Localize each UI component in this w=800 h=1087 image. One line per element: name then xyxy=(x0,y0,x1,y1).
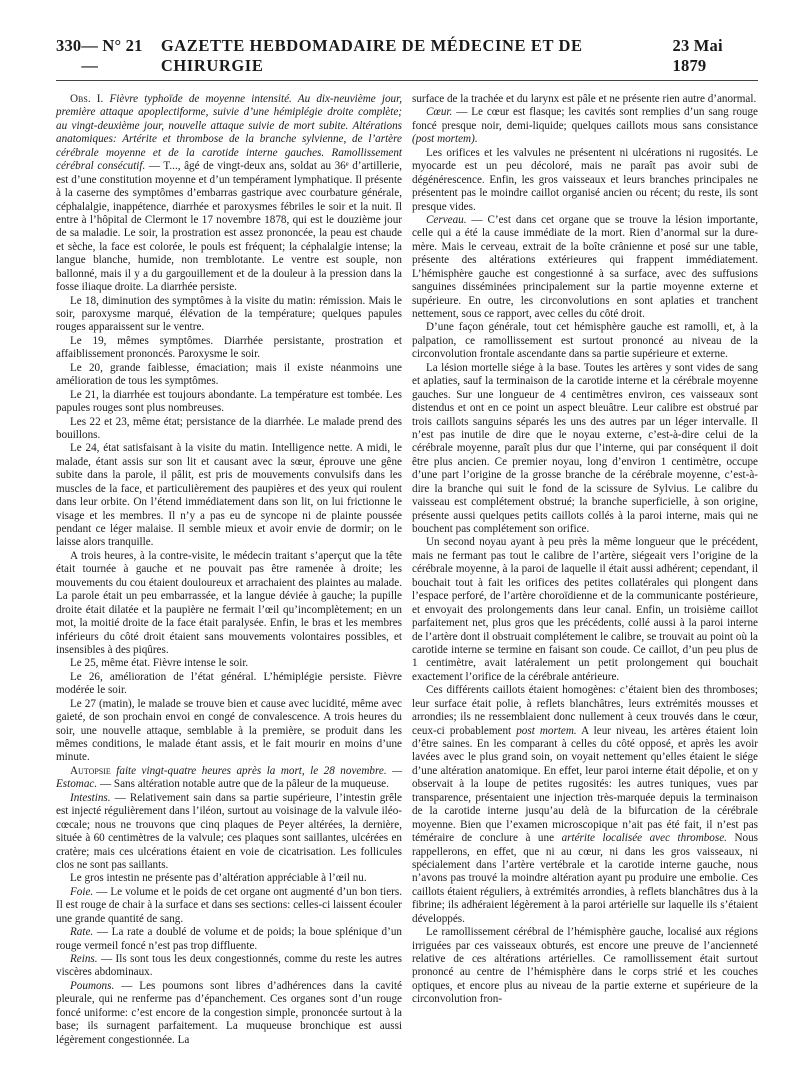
paragraph-day-25: Le 25, même état. Fièvre intense le soir. xyxy=(70,657,249,670)
paragraph-intestins xyxy=(56,792,402,873)
coeur-italic: (post mortem). xyxy=(412,133,478,146)
rate-text: — La rate a doublé de volume et de poids; la boue splénique d’un rouge vermeil foncé n’est pas trop diffluente. xyxy=(56,926,402,952)
obs-body: — T..., âgé de vingt-deux ans, soldat au 36ᵉ d’artillerie, est d’une constitution moyenne et d’un tempérament lymphatique. Il présente à la caserne des symptômes d’embarras gastrique avec courbature générale, céphalalgie, inappétence, diarrhée et paroxysmes fébriles le soir et la nuit. Il entre à l’hôpital de Clermont le 17 novembre 1878, qui est le douzième jour de sa maladie. Le soir, la prostration est assez prononcée, la peau est chaude et sèche, la face est colorée, le pouls est fréquent; la céphalalgie intense; la langue blanche, humide, non tremblotante. Le ventre est souple, non ballonné, mais il y a du gargouillement et de la douleur à la pression dans la fosse iliaque droite. La diarrhée persiste. xyxy=(56,160,402,294)
intestins-label: Intestins. xyxy=(70,791,111,804)
paragraph-three-oclock: A trois heures, à la contre-visite, le médecin traitant s’aperçut que la tête était tournée à gauche et ne pouvait pas être ramenée à droite; les mouvements du cou étaient douloureux et arrachaient des plaintes au malade. La parole était un peu embarrassée, et la langue déviée à gauche; la pupille droite était dilatée et la paupière ne fermait l’œil qu’incomplètement; en un mot, la moitié droite de la face était paralysée. Enfin, le bras et les membres inférieurs du côté droit étaient sans mouvements volontaires possibles, et insensibles à des piqûres. xyxy=(56,549,402,656)
paragraph-poumons xyxy=(56,980,402,1047)
differents-italic: post mortem. xyxy=(516,724,577,737)
paragraph-day-27: Le 27 (matin), le malade se trouve bien et cause avec lucidité, même avec gaieté, de son prochain envoi en congé de convalescence. A trois heures du soir, une nouvelle attaque, semblable à la première, se produit dans les mêmes conditions, le malade étant assis, et le fait mourir en moins d’une minute. xyxy=(56,697,402,764)
left-column xyxy=(56,93,402,1047)
foie-label: Foie. xyxy=(70,885,94,898)
paragraph-foie xyxy=(56,886,402,926)
coeur-label: Cœur. xyxy=(426,106,453,119)
coeur-text: — Le cœur est flasque; les cavités sont remplies d’un sang rouge foncé presque noir, demi-liquide; quelques caillots mous sans consistance xyxy=(412,106,758,132)
paragraph-day-22: Les 22 et 23, même état; persistance de la diarrhée. Le malade prend des bouillons. xyxy=(56,415,402,441)
obs-label: Obs. I. xyxy=(70,93,104,105)
paragraph-day-21: Le 21, la diarrhée est toujours abondante. La température est tombée. Les papules rouges sont plus nombreuses. xyxy=(56,388,402,415)
paragraph-autopsie xyxy=(56,765,402,792)
paragraph-continuation: surface de la trachée et du larynx est pâle et ne présente rien autre d’anormal. xyxy=(412,93,757,105)
cerveau-text: — C’est dans cet organe que se trouve la lésion importante, celle qui a été la cause immédiate de la mort. Rien d’anormal sur la dure-mère. Mais le cerveau, extrait de la boîte crânienne et posé sur une table, présente des altérations extérieures qui frappent immédiatement. L’hémisphère gauche est congestionné à sa surface, avec des suffusions sanguines disséminées principalement sur la partie moyenne externe et supérieure. En outre, les circonvolutions en sont aplaties et tranchent nettement, sous ce rapport, avec celles du côté droit. xyxy=(412,213,758,320)
paragraph-differents-caillots xyxy=(412,684,758,926)
intestins-text: — Relativement sain dans sa partie supérieure, l’intestin grêle est injecté régulièrement dans l’iléon, surtout au voisinage de la valvule iléo-cœcale; nous ne trouvons que cinq plaques de Peyer altérées, la dernière, située à 60 centimètres de la valvule; ces plaques sont saillantes, ulcérées en cratère; mais ces ulcérations étaient en voie de cicatrisation. Les follicules clos ne sont pas saillants. xyxy=(56,791,402,871)
paragraph-day-19: Le 19, mêmes symptômes. Diarrhée persistante, prostration et affaiblissement prononcés. Paroxysme le soir. xyxy=(56,334,402,361)
autopsie-label: Autopsie xyxy=(70,764,111,777)
rate-label: Rate. xyxy=(70,926,94,939)
paragraph-facon-generale: D’une façon générale, tout cet hémisphère gauche est ramolli, et, à la palpation, ce ramollissement est surtout prononcé au niveau de la circonvolution frontale ascendante dans sa partie supérieure et externe. xyxy=(412,321,758,361)
paragraph-coeur xyxy=(412,106,758,146)
running-header xyxy=(56,36,758,81)
poumons-label: Poumons. xyxy=(70,979,115,992)
differents-text-a: Ces différents caillots étaient homogènes: c’étaient bien des thromboses; leur surface était polie, à reflets blanchâtres, leurs extrémités mousses et arrondies; ils ne ressemblaient donc nullement à ceux trouvés dans le cœur, ceux-ci probablement xyxy=(412,684,758,737)
reins-text: — Ils sont tous les deux congestionnés, comme du reste les autres viscères abdominaux. xyxy=(56,953,402,979)
issue-number: — N° 21 — xyxy=(81,36,143,75)
paragraph-reins xyxy=(56,953,402,980)
differents-italic-2: artérite localisée avec thrombose. xyxy=(561,832,727,845)
paragraph-second-noyau: Un second noyau ayant à peu près la même longueur que le précédent, mais ne fermant pas tout le calibre de l’artère, siégeait vers l’origine de la cérébrale moyenne, à la paroi de laquelle il était aussi adhérent; cependant, il bouchait tout à fait les orifices des petites collatérales qui plongent dans l’espace perforé, de l’artère choroïdienne et de la communicante postérieure, et envoyait des prolongements dans leur canal. Enfin, un troisième caillot parfaitement net, plus gros que les précédents, collé aussi à la paroi interne de l’artère dont il obstruait complétement le calibre, se trouvait au point où la carotide interne se termine en faisant son coude. Ce caillot, d’un peu plus de 1 centimètre, avait latéralement un petit prolongement qui bouchait exactement l’orifice de la cérébrale antérieure. xyxy=(412,536,758,683)
paragraph-ramollissement: Le ramollissement cérébral de l’hémisphère gauche, localisé aux régions irriguées par ces vaisseaux obturés, est encore une preuve de l’ancienneté relative de ces altérations artérielles. Ce ramollissement était surtout prononcé au centre de l’hémisphère dans le corps strié et les couches optiques, et encore plus au niveau de la partie externe et supérieure de la circonvolution fron- xyxy=(412,926,758,1006)
paragraph-day-24: Le 24, état satisfaisant à la visite du matin. Intelligence nette. A midi, le malade, étant assis sur son lit et causant avec la sœur, éprouve une gêne subite dans la parole, il pâlit, est pris de mouvements convulsifs dans les muscles de la face, et particulièrement des paupières et des yeux qui roulent dans leur orbite. On l’étend immédiatement dans son lit, on lui frictionne le visage et les membres. Il n’y a pas eu de syncope ni de plainte poussée pendant ce léger malaise. Il semble mieux et avoir envie de dormir; on le laisse alors tranquille. xyxy=(56,442,402,549)
page-number: 330 xyxy=(56,36,82,55)
obs-title: Fièvre typhoïde de moyenne intensité. Au dix-neuvième jour, première attaque apoplectiforme, suivie d’une hémiplégie droite complète; au vingt-deuxième jour, nouvelle attaque suivie de mort subite. Altérations anatomiques: Artérite et thrombose de la branche sylvienne, de l’artère cérébrale moyenne et de la carotide interne gauches. Ramollissement cérébral consécutif. xyxy=(56,93,402,173)
autopsie-italic: faite vingt-quatre heures après la mort, le 28 novembre. — Estomac. xyxy=(56,764,402,791)
foie-text: — Le volume et le poids de cet organe ont augmenté d’un bon tiers. Il est rouge de chair à la surface et dans ses sections: celles-ci laissent écouler une grande quantité de sang. xyxy=(56,885,403,925)
cerveau-label: Cerveau. xyxy=(426,213,467,226)
differents-text-b: A leur niveau, les artères étaient loin d’être saines. En les comparant à celles du côté opposé, et après les avoir lavées avec le plus grand soin, on voyait nettement qu’elles étaient le siége d’une altération anatomique. En effet, leur paroi interne était dépolie, et on y observait à la loupe de petites rugosités: les autres tuniques, vues par transparence, présentaient une injection très-marquée depuis la terminaison de la carotide interne jusqu’au delà de la bifurcation de la cérébrale moyenne. Bien que l’examen microscopique n’ait pas été fait, il n’est pas téméraire de conclure à une xyxy=(412,724,758,845)
paragraph-day-18: Le 18, diminution des symptômes à la visite du matin: rémission. Mais le soir, paroxysme marqué, élévation de la température; quelques papules rouges apparaissent sur le ventre. xyxy=(56,294,402,334)
paragraph-orifices: Les orifices et les valvules ne présentent ni ulcérations ni rugosités. Le myocarde est un peu décoloré, mais ne paraît pas avoir subi de dégénérescence. Enfin, les gros vaisseaux et leurs branches principales ne présentent pas le moindre caillot organisé ancien ou récent; du reste, ils sont presque vides. xyxy=(412,146,758,213)
paragraph-rate xyxy=(56,926,402,953)
reins-label: Reins. xyxy=(70,953,98,965)
paragraph-cerveau xyxy=(412,214,758,322)
paragraph-lesion-mortelle: La lésion mortelle siége à la base. Toutes les artères y sont vides de sang et aplaties, sauf la terminaison de la carotide interne et la cérébrale moyenne gauches. Sur une longueur de 4 centimètres environ, ces vaisseaux sont distendus et ont en ce point un aspect bleuâtre. Leur calibre est obstrué par trois caillots sanguins séparés les uns des autres par un léger intervalle. Il n’est pas inutile de dire que le noyau externe, c’est-à-dire celui de la cérébrale moyenne, paraît plus dur que l’interne, qui par conséquent il doit être plus ancien. Ce premier noyau, long d’environ 1 centimètre, occupe d’une part l’origine de la grosse branche de la cérébrale moyenne, c’est-à-dire la branche qui suit le fond de la scissure de Sylvius. Le calibre du vaisseau est complétement obstrué; la branche superficielle, à son origine, présente aussi quelques petits caillots collés à la paroi interne, mais qui ne bouchent pas complétement son orifice. xyxy=(412,361,758,535)
poumons-text: — Les poumons sont libres d’adhérences dans la cavité pleurale, qui ne renferme pas d’épanchement. Ces organes sont d’un rouge foncé uniforme: c’est encore de la congestion simple, prononcée surtout à la base; ils surnagent parfaitement. La muqueuse bronchique est aussi légèrement congestionnée. La xyxy=(56,979,402,1046)
differents-text-c: Nous rappellerons, en effet, que ni au cœur, ni dans les gros vaisseaux, ni spécialement dans l’artère vertébrale et la carotide interne gauche, nous n’avons pas trouvé la moindre altération ayant pu produire une embolie. Ces caillots étaient réguliers, à extrémités arrondies, à reflets blanchâtres dus à la fibrine; ils adhéraient légèrement à la paroi artérielle sur laquelle ils s’étaient développés. xyxy=(412,832,759,925)
two-column-body xyxy=(56,93,758,1047)
issue-date: 23 Mai 1879 xyxy=(672,36,723,75)
paragraph-day-20: Le 20, grande faiblesse, émaciation; mais il existe néanmoins une amélioration de tous les symptômes. xyxy=(56,361,402,388)
observation-heading xyxy=(56,93,402,295)
autopsie-text: — Sans altération notable autre que de la pâleur de la muqueuse. xyxy=(99,778,389,791)
paragraph-gros-intestin: Le gros intestin ne présente pas d’altération appréciable à l’œil nu. xyxy=(70,872,367,885)
right-column xyxy=(412,93,758,1047)
journal-title: GAZETTE HEBDOMADAIRE DE MÉDECINE ET DE CHIRURGIE xyxy=(160,36,583,75)
paragraph-day-26: Le 26, amélioration de l’état général. L’hémiplégie persiste. Fièvre modérée le soir. xyxy=(56,670,402,697)
